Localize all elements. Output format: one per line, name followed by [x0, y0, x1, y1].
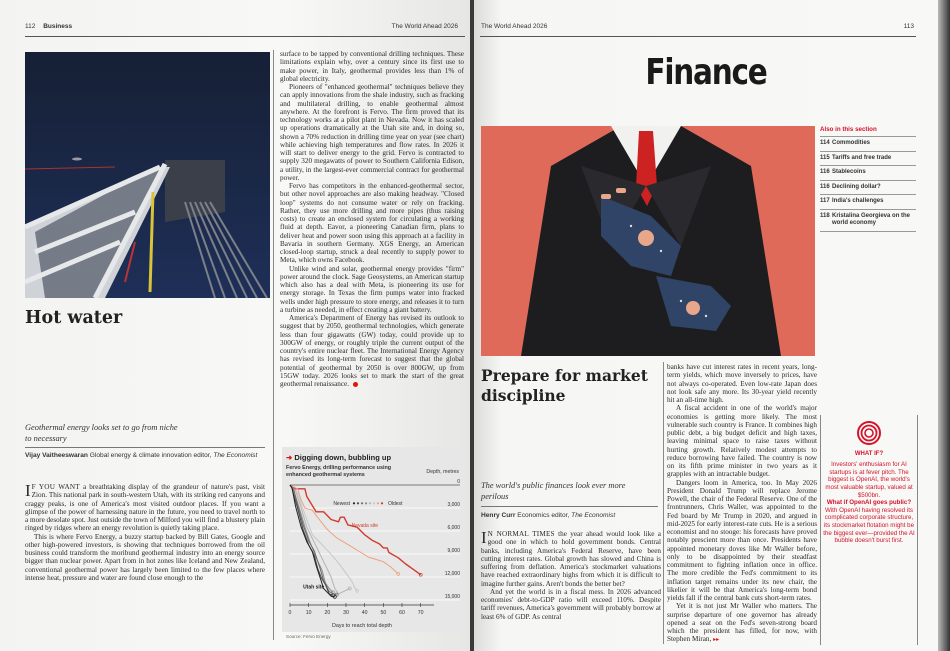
legend-dot: [373, 502, 375, 504]
header-rule: [25, 36, 465, 37]
what-if-text: With OpenAI having resolved its complicated corporate structure, its stockmarket flotation might be the biggest ever—provided the AI bubble doesn't burst first.: [823, 506, 915, 545]
y-tick-label: 6,000: [447, 525, 460, 531]
article-column-1: [25, 483, 265, 643]
y-tick-label: 9,000: [447, 548, 460, 554]
also-in-section: [820, 126, 916, 232]
article-headline: Hot water: [25, 308, 123, 328]
column-divider: [273, 50, 274, 640]
header-rule: [480, 36, 916, 37]
chart-ylabel: Depth, metres: [426, 469, 459, 475]
lead-in: F YOU WANT: [31, 483, 80, 491]
sidebar-divider-right: [917, 415, 918, 645]
x-tick-label: 60: [399, 610, 405, 616]
chart-plot: [282, 447, 464, 632]
paragraph: Pioneers of "enhanced geothermal" techniques believe they can apply innovations from the shale industry, such as fracking and multilateral drilling, to enable geothermal almost anywhere. At the forefront is Fervo. The firm proved that its technology works at a pilot plant in Nevada. Now it has scaled up operations dramatically at the Utah site and, in doing so, shown a 70% reduction in drilling time year on year (see chart) while achieving high temperatures and flow rates. In 2026 it will start to deliver energy to the grid. Fervo is contracted to supply 320 megawatts of power to Southern California Edison, a utility, in the largest-ever commercial contract for geothermal power.: [280, 83, 464, 182]
sidebar-item[interactable]: [820, 180, 916, 195]
what-if-title: WHAT IF?: [854, 450, 884, 457]
author-publication: The Economist: [571, 512, 616, 519]
chart-subtitle: Fervo Energy, drilling performance using enhanced geothermal systems: [286, 465, 392, 478]
x-tick-label: 50: [380, 610, 387, 616]
paragraph: Fervo has competitors in the enhanced-geothermal sector, but other novel approaches are also making headway. "Closed loop" systems do not consume water or rely on fracking. Rather, they use more drilling and more pipes (thus raising costs) to create an enclosed system for circulating a working fluid at depth. Eavor, a pioneering Canadian firm, plans to deliver heat and power soon using this approach at a facility in Bavaria in southern Germany. XGS Energy, an American closed-loop startup, struck a deal recently to supply power to Meta, which owns Facebook.: [280, 182, 464, 265]
paragraph: A fiscal accident in one of the world's major economies is getting more likely. The most vulnerable such country is France. It combines high public debt, a big budget deficit and high taxes, leaving minimal space to raise taxes without hurting growth. Relatively modest attempts to reduce borrowing have failed. The country is now on its fifth prime minister in two years as it grapples with an intractable budget.: [667, 404, 817, 479]
byline-rule: [25, 447, 265, 448]
article-column-2: [280, 50, 464, 442]
sidebar-item-label: Commodities: [832, 140, 871, 146]
sidebar-bottom-rule: [820, 231, 916, 232]
paragraph: [667, 602, 817, 644]
sidebar-item-label: Stablecoins: [832, 169, 866, 175]
drilling-rig-photo: [25, 52, 270, 298]
section-title: Finance: [645, 52, 767, 93]
sidebar-item-page: 114: [820, 140, 830, 146]
sidebar-item-page: 116: [820, 183, 830, 190]
right-page: [474, 0, 938, 651]
legend-dot: [381, 502, 383, 504]
x-tick-label: 0: [288, 610, 292, 616]
legend-newest: Newest: [333, 501, 350, 507]
paragraph: This is where Fervo Energy, a buzzy startup backed by Bill Gates, Google and other high-powered investors, is showing that techniques borrowed from the oil business could transform the moribund geothermal industry into an energy source bigger than nuclear power. Apart from in hot zones like Iceland and New Zealand, conventional geothermal power has largely been limited to the few places where intense heat, pressure and water are found close enough to the: [25, 532, 265, 582]
annotation-utah-site: Utah site: [303, 584, 325, 591]
sidebar-item-page: 116: [820, 169, 830, 175]
y-tick-label: 15,000: [444, 594, 460, 600]
article-standfirst: Geothermal energy looks set to go from niche to necessary: [25, 423, 178, 443]
legend-oldest: Oldest: [388, 501, 403, 507]
author-role: Economics editor,: [517, 512, 572, 519]
what-if-question: What if OpenAI goes public?: [826, 499, 912, 507]
left-page-header: [25, 23, 72, 30]
finance-illustration: [481, 126, 815, 356]
y-tick-label: 3,000: [447, 502, 460, 508]
byline-rule: [481, 506, 658, 507]
sidebar-item-page: 117: [820, 198, 830, 204]
sidebar-item[interactable]: [820, 136, 916, 151]
paragraph: And yet the world is in a fiscal mess. In 2026 advanced economies' debt-to-GDP ratio will exceed 110%. Despite tariff revenues, America's government will probably borrow at least 6% of GDP. As central: [481, 587, 661, 621]
column-divider: [663, 362, 664, 644]
arrow-icon: ➜: [286, 453, 293, 462]
x-tick-label: 40: [361, 610, 368, 616]
sidebar-list: [820, 136, 916, 231]
lead-in: N NORMAL TIMES: [487, 530, 555, 538]
byline: [25, 452, 265, 461]
chart-source: Source: Fervo Energy: [286, 634, 331, 639]
paragraph: [25, 483, 265, 533]
sidebar-item-label: India's challenges: [832, 198, 884, 204]
running-title: The World Ahead 2026: [391, 23, 458, 30]
legend-dot: [361, 502, 363, 504]
paragraph: Dangers loom in America, too. In May 2026 President Donald Trump will replace Jerome Powell, the chair of the Federal Reserve. One of the frontrunners, Chris Waller, was appointed to the Fed board by Mr Trump in 2020, and argued in mid-2025 for early interest-rate cuts. He is a serious economist and no stooge: his forecasts have proved notably prescient more than once. Presidents have appointed monetary doves like Mr Waller before, only to be disappointed by their steadfast commitment to fighting inflation once in office. The more credible the Fed's commitment to its inflation target remains under its new chair, the likelier it will be that America's long-term bond yields fall if the central bank cuts short-term rates.: [667, 478, 817, 602]
sidebar-item-page: 115: [820, 154, 830, 161]
page-number: 113: [903, 23, 914, 30]
y-tick-label: 0: [457, 479, 460, 485]
page-edge: [938, 0, 950, 651]
sidebar-title: Also in this section: [820, 126, 877, 133]
page-number: 112: [25, 23, 36, 30]
article-standfirst: The world's public finances look ever more perilous: [481, 481, 626, 501]
paragraph: surface to be tapped by conventional drilling techniques. These limitations explain why, over a century since its first use to make power, in Italy, geothermal provides less than 1% of global electricity.: [280, 50, 464, 83]
series-line: [290, 485, 398, 574]
author-publication: The Economist: [213, 452, 258, 459]
y-tick-label: 12,000: [444, 571, 460, 577]
sidebar-item[interactable]: [820, 209, 916, 231]
legend-dot: [365, 502, 367, 504]
sidebar-divider: [820, 415, 821, 645]
sidebar-item-label: Declining dollar?: [832, 183, 881, 190]
sidebar-item-label: Tariffs and free trade: [832, 154, 892, 161]
drilling-chart: [282, 447, 464, 639]
end-mark-icon: [353, 382, 358, 387]
chart-xlabel: Days to reach total depth: [332, 623, 392, 629]
running-title: The World Ahead 2026: [481, 23, 548, 30]
continue-arrow-icon: ▸▸: [713, 637, 720, 644]
paragraph: [280, 314, 464, 388]
x-tick-label: 70: [417, 610, 424, 616]
sidebar-item[interactable]: [820, 194, 916, 209]
author-name: Henry Curr: [481, 512, 516, 519]
article-column-2: [667, 363, 817, 646]
author-name: Vijay Vaitheeswaran: [25, 452, 88, 459]
paragraph: [481, 530, 661, 588]
paragraph-text: a breathtaking display of the grandeur of nature's past, visit Zion. This national park in south-western Utah, with its striking red canyons and craggy peaks, is one of America's most visited outdoor places. If you want a glimpse of the power of harnessing nature in the future, you need to travel north to a more desolate spot. Just outside the town of Milford you will find a blustery plain ringed by ridges where an energy revolution is quietly taking place.: [25, 483, 265, 533]
paragraph-text: the year ahead would look like a good one in which to hold government bonds. Central banks, including America's Federal Reserve, have been cutting interest rates. Global growth has slowed and China is suffering from deflation. America's stockmarket valuations have reached extraordinary highs from which it is difficult to imagine further gains. Aren't bonds the better bet?: [481, 530, 661, 588]
byline: [481, 512, 661, 521]
what-if-box: [823, 420, 915, 545]
paragraph-text: Yet it is not just Mr Waller who matters. The surprise departure of one governor has already opened a seat on the Fed's seven-strong board which the president has filled, for now, with Stephen Miran,: [667, 602, 817, 644]
sidebar-item-label: Kristalina Georgieva on the world economy: [832, 212, 911, 226]
left-page: [0, 0, 472, 651]
legend-dot: [357, 502, 359, 504]
legend-dot: [353, 502, 355, 504]
paragraph: banks have cut interest rates in recent years, long-term yields, which move inversely to prices, have not always co-operated. Even low-rate Japan does not look safe any more. Its 30-year yield recently hit an all-time high.: [667, 363, 817, 404]
annotation-nevada-site: Nevada site: [351, 523, 379, 530]
x-tick-label: 10: [305, 610, 312, 616]
author-role: Global energy & climate innovation editor,: [89, 452, 214, 459]
article-column-1: [481, 530, 661, 648]
legend-dot: [369, 502, 371, 504]
sidebar-item[interactable]: [820, 165, 916, 180]
what-if-text: Investors' enthusiasm for AI startups is at fever pitch. The biggest is OpenAI, the world's most valuable startup, valued at $500bn.: [825, 461, 913, 499]
legend-dot: [377, 502, 379, 504]
section-label: Business: [43, 23, 73, 30]
article-headline: Prepare for market discipline: [481, 366, 648, 405]
drop-cap: I: [481, 530, 487, 547]
spiral-icon: [856, 420, 882, 446]
paragraph: Unlike wind and solar, geothermal energy provides "firm" power around the clock. Sage Geosystems, an American startup which also has a deal with Meta, is pioneering its use for energy storage. In Texas the firm pumps water into fracked wells under high pressure to store energy, and releases it to turn a turbine as needed, in effect creating a giant battery.: [280, 264, 464, 314]
x-tick-label: 20: [324, 610, 331, 616]
chart-title: Digging down, bubbling up: [294, 453, 392, 462]
paragraph-text: America's Department of Energy has revised its outlook to suggest that by 2050, geothermal technologies, which generate less than four gigawatts (GW) today, could provide up to 300GW of energy, or roughly triple the current output of the country's entire nuclear fleet. The International Energy Agency has revised its long-term forecast to suggest that the global potential of geothermal by 2050 is over 800GW, up from 15GW today. 2026 looks set to mark the start of the great geothermal renaissance.: [280, 314, 464, 388]
sidebar-item-page: 118: [820, 212, 830, 219]
drop-cap: I: [25, 483, 31, 500]
x-tick-label: 30: [343, 610, 349, 616]
sidebar-item[interactable]: [820, 151, 916, 166]
series-line: [290, 485, 421, 575]
